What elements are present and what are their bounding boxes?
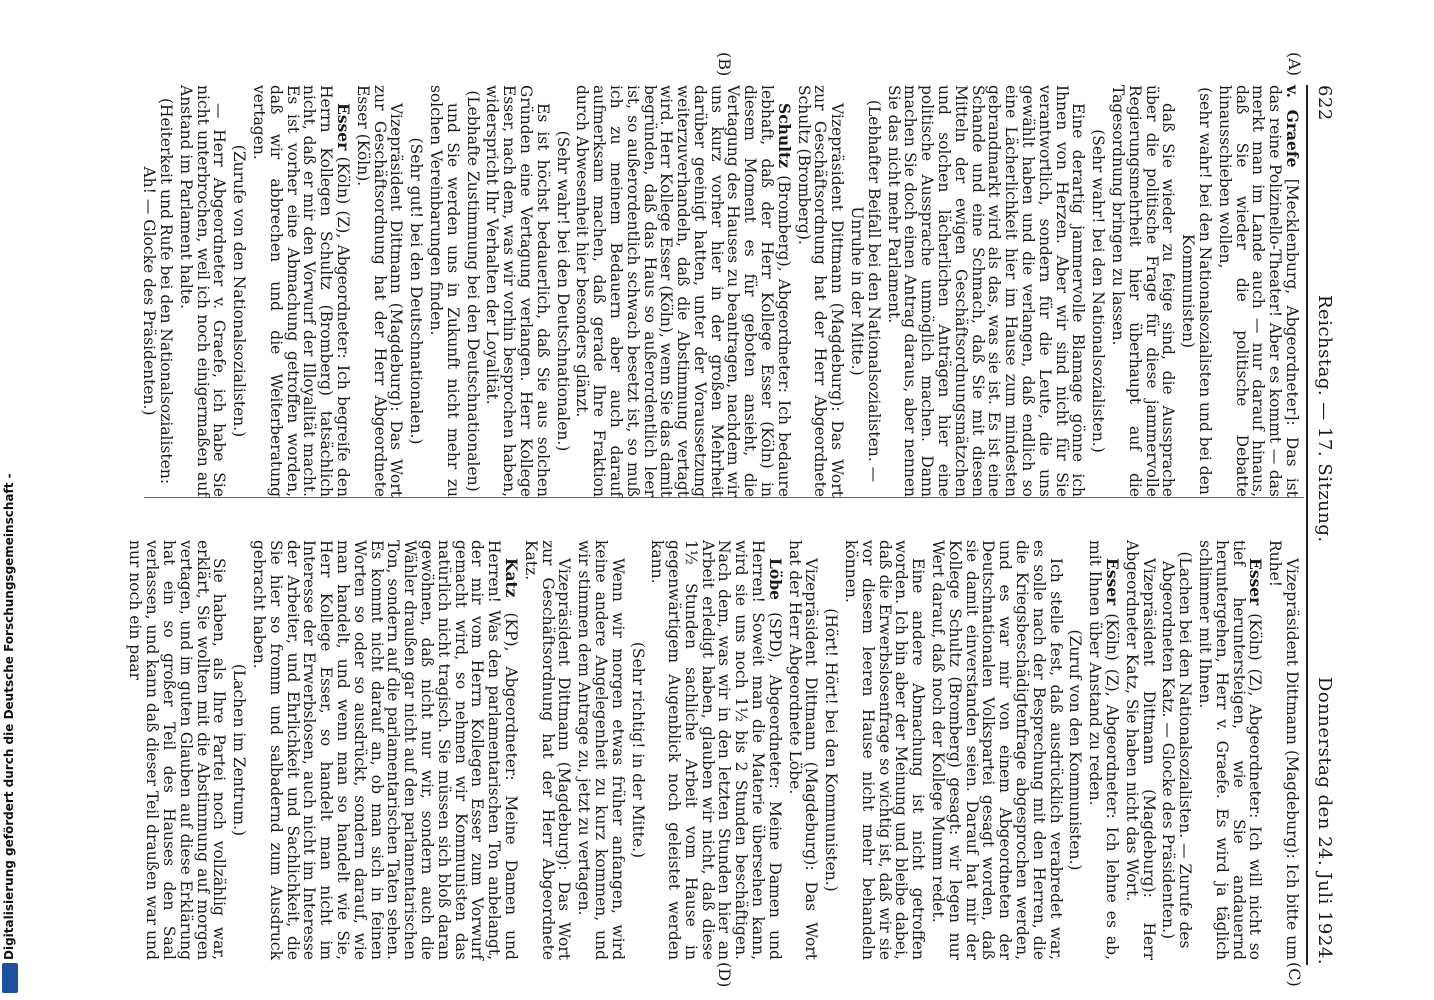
paragraph-text: (sehr wahr! bei den Nationalsozialisten und bei den Kommunisten): [1179, 87, 1215, 495]
paragraph-text: Es ist höchst bedauerlich, daß Sie aus solchen Gründen eine Vertagung verlangen. Herr Kollege Esser, nach dem, was wir vorhin besprochen haben, widerspricht Ihr Verhalten der Loyalität.: [483, 85, 552, 497]
paragraph-text: (Lebhafte Zustimmung bei den Deutschnationalen): [463, 90, 482, 492]
paragraph-text: Eine derartig jammervolle Blamage gönne ich Ihnen von Herzen. Aber wir sind nicht für Sie verantwortlich, sondern für die Leute, die uns gewählt haben und die verlangen, daß endlich so eine Lächerlichkeit hier im Hause zum mindesten gebrandmarkt wird als das, was sie ist. Es ist eine Schande und eine Schmach, daß Sie mit diesen Mitteln der ewigen Geschäftsordnungsmätzchen und solchen lächerlichen Anträgen hier eine politische Aussprache unmöglich machen. Dann machen Sie doch einen Antrag daraus, aber nennen Sie das nicht mehr Parlament.: [884, 85, 1088, 497]
paragraph-text: (Zurufe von den Nationalsozialisten.): [230, 144, 249, 438]
paragraph: [848, 85, 882, 497]
paragraph-text: (Köln) (Z), Abgeordneter: Ich will nicht so tief heruntersteigen, wie Sie andauernd heruntergehen, Herr v. Graefe. Es wird ja täglich schlimmer mit Ihnen.: [1196, 540, 1265, 960]
paragraph-text: (Bromberg), Abgeordneter: Ich bedaure lebhaft, daß der Herr Kollege Esser (Köln) in diesem Moment es für geboten ansieht, die Vertagung des Hauses zu beantragen, nachdem wir uns kurz vorher hier in der großen Mehrheit darüber geeinigt hatten, unter der Voraussetzung weiterzuverhandeln, daß die Abstimmung vertagt wird. Herr Kollege Esser (Köln), wenn Sie das damit begründen, daß das Haus so außerordentlich leer ist, so außerordentlich schwach besetzt ist, so muß ich zu meinem Bedauern aber auch darauf aufmerksam machen, daß gerade Ihre Fraktion durch Abwesenheit hier besonders glänzt.: [573, 85, 793, 497]
paragraph: [929, 540, 1063, 960]
paragraph: [1089, 85, 1106, 497]
speaker-name: Esser: [333, 103, 353, 151]
paragraph-text: (Sehr gut! bei den Deutschnationalen.): [407, 137, 426, 445]
speaker-name: Löbe: [765, 558, 785, 600]
paragraph: [649, 540, 783, 960]
paragraph: [822, 540, 839, 960]
page-number: 622: [1314, 85, 1335, 121]
speaker-name: v. Graefe: [1283, 85, 1302, 168]
paragraph-text: (SPD), Abgeordneter: Meine Damen und Herren! Soweit man die Materie übersehen kann, wird sie uns noch 1½ bis 2 Stunden beschäftigen. Nach dem, was wir in den letzten Stunden hier an Arbeit erledigt haben, glauben wir nicht, daß diese 1½ Stunden sachliche Arbeit vom Hause in gegenwärtigem Augenblick noch geleistet werden kann.: [648, 540, 784, 960]
page-header: [1309, 85, 1339, 965]
paragraph-text: (Heiterkeit und Rufe bei den Nationalsozialisten: Ah! — Glocke des Präsidenten.): [140, 97, 175, 485]
paragraph-text: Vizepräsident Dittmann (Magdeburg): Das Wort zur Geschäftsordnung hat der Herr Abgeordnete Schultz (Bromberg).: [794, 85, 847, 497]
paragraph-text: (Sehr wahr! bei den Deutschnationalen.): [553, 130, 572, 452]
margin-mark-c: (C): [1285, 962, 1304, 987]
speaker-name: Schultz: [774, 103, 794, 169]
paragraph: [407, 85, 424, 497]
paragraph: [484, 85, 551, 497]
paragraph-text: (Lachen bei den Nationalsozialisten. — Zurufe des Abgeordneten Katz. — Glocke des Präsidenten.): [1159, 551, 1195, 949]
paragraph: [629, 540, 646, 960]
margin-mark-d: (D): [715, 962, 734, 988]
right-column: [126, 540, 1301, 960]
paragraph-text: Ich stelle fest, daß ausdrücklich verabredet war, es solle nach der Besprechung mit den Herren, die die Kriegsbeschädigtenfrage abgesprochen werden, und es war mir von einem Abgeordneten der Deutschnationalen Volkspartei gesagt worden, daß sie damit einverstanden seien. Darauf hat mir der Kollege Schultz (Bromberg) gesagt: wir legen nur Wert darauf, daß noch der Kollege Mumm redet.: [929, 540, 1065, 960]
column-divider: [144, 497, 1304, 498]
paragraph: [1123, 540, 1157, 960]
margin-mark-b: (B): [715, 52, 734, 77]
header-date: Donnerstag den 24. Juli 1924.: [1314, 676, 1335, 965]
paragraph-text: Vizepräsident Dittmann (Magdeburg): Herr Abgeordneter Katz, Sie haben nicht das Wort.: [1122, 540, 1158, 960]
paragraph: [1266, 540, 1300, 960]
paragraph-text: (Zuruf von den Kommunisten.): [1066, 629, 1085, 871]
paragraph: [1196, 540, 1266, 960]
paragraph: [230, 540, 247, 960]
paragraph-text: und Sie werden uns in Zukunft nicht mehr zu solchen Vereinbarungen finden.: [426, 85, 462, 497]
paragraph: [140, 85, 174, 497]
paragraph: [127, 540, 228, 960]
paragraph: [842, 540, 926, 960]
paragraph-text: [Mecklenburg, Abgeordneter]: Das ist das reine Polizinello-Theater! Aber es kommt — das merkt man im Lande auch — nur darauf hinaus, daß Sie wieder die politische Debatte hinausschieben wollen,: [1215, 85, 1301, 497]
paragraph: [885, 85, 1087, 497]
paragraph-text: (Sehr richtig! in der Mitte.): [628, 641, 647, 859]
paragraph: [575, 540, 625, 960]
paragraph: [230, 85, 247, 497]
paragraph-text: Sie haben, als Ihre Partei noch vollzählig war, erklärt, Sie wollten mit die Abstimmung auf morgen vertagen, und im guten Glauben auf diese Erklärung hat ein so großer Teil des Hauses den Saal verlassen, und kann daß dieser Teil draußen war und nur noch ein paar: [126, 540, 229, 960]
paragraph-text: Wenn wir morgen etwas früher anfangen, wird keine andere Angelegenheit zu kurz kommen, und wir stimmen dem Antrage zu, jetzt zu vertagen.: [575, 540, 627, 960]
paragraph-text: (Köln) (Z), Abgeordneter: Ich lehne es ab, mit Ihnen über Anstand zu reden.: [1086, 540, 1122, 960]
paragraph: [1160, 540, 1194, 960]
credit-text: Digitalisierung gefördert durch die Deutsche Forschungsgemeinschaft -: [2, 473, 16, 960]
dfg-logo: [2, 963, 18, 993]
speaker-name: Katz: [501, 558, 521, 598]
paragraph: [554, 85, 571, 497]
paragraph: [1086, 540, 1123, 960]
paragraph: [250, 85, 351, 497]
header-session: Reichstag. — 17. Sitzung.: [1314, 295, 1335, 543]
paragraph-text: daß Sie wieder zu feige sind, die Aussprache über die politische Frage für diese jammervolle Regierungsmehrheit hier überhaupt auf die Tagesordnung bringen zu lassen.: [1109, 85, 1178, 497]
paragraph: [464, 85, 481, 497]
paragraph-text: (Hört! Hört! bei den Kommunisten.): [822, 608, 841, 892]
paragraph-text: (Köln) (Z), Abgeordneter: Ich begreife den Herrn Kollegen Schultz (Bromberg) tatsächlich nicht, daß er mir den Vorwurf der Illoyalität macht. Es ist vorher eine Abmachung getroffen worden, daß wir abbrechen und die Weiterberatung vertagen.: [249, 85, 352, 497]
paragraph: [522, 540, 572, 960]
paragraph: [250, 540, 519, 960]
paragraph: [427, 85, 461, 497]
speaker-name: Esser: [1103, 558, 1123, 606]
paragraph-text: Eine andere Abmachung ist nicht getroffen worden. Ich bin aber der Meinung und bleibe dabei, daß die Erwerbslosenfrage so wichtig ist, daß wir sie vor diesem leeren Hause nicht mehr behandeln können.: [842, 540, 928, 960]
paragraph: [354, 85, 404, 497]
header-rule: [1306, 85, 1308, 965]
speaker-name: Esser: [1246, 558, 1266, 606]
paragraph-text: Vizepräsident Dittmann (Magdeburg): Das Wort hat der Herr Abgeordnete Löbe.: [785, 540, 821, 960]
paragraph-text: Vizepräsident Dittmann (Magdeburg): Das Wort zur Geschäftsordnung hat der Herr Abgeordnete Esser (Köln).: [353, 85, 406, 497]
paragraph-text: (Lebhafter Beifall bei den Nationalsozialisten. — Unruhe in der Mitte.): [848, 99, 883, 483]
paragraph-text: (KP), Abgeordneter: Meine Damen und Herren! Was den parlamentarischen Ton anbelangt, der mir vom Herrn Kollegen Esser zum Vorwurf gemacht wird, so nehmen wir Kommunisten das natürlich nicht tragisch. Sie müssen sich bloß daran gewöhnen, daß nicht nur wir, sondern auch die Wähler draußen gar nicht auf den parlamentarischen Ton, sondern auf die parlamentarischen Taten sehen. Es kommt nicht darauf an, ob man sich in feinen Worten so oder so ausdrückt, sondern darauf, wie man handelt, und wenn man so handelt wie Sie, Herr Kollege Esser, so handelt man nicht im Interesse der Erwerbslosen, auch nicht im Interesse der Arbeiter, und Ehrlichkeit und Sachlichkeit, die Sie hier so fromm und salbadernd zum Ausdruck gebracht haben.: [249, 540, 520, 960]
paragraph-text: (Lachen im Zentrum.): [230, 663, 249, 837]
paragraph: [574, 85, 792, 497]
paragraph: [1216, 85, 1300, 497]
paragraph: [177, 85, 227, 497]
paragraph-text: Vizepräsident Dittmann (Magdeburg): Ich bitte um Ruhe!: [1266, 540, 1301, 960]
margin-mark-a: (A): [1285, 52, 1304, 77]
paragraph: [1109, 85, 1176, 497]
digitization-credit: [0, 0, 20, 1000]
paragraph: [1067, 540, 1084, 960]
paragraph-text: (Sehr wahr! bei den Nationalsozialisten.): [1089, 129, 1108, 453]
paragraph: [795, 85, 845, 497]
paragraph-text: — Herr Abgeordneter v. Graefe, ich habe Sie nicht unterbrochen, weil ich noch einigermaßen auf Anstand im Parlament halte.: [176, 85, 229, 497]
paragraph: [786, 540, 820, 960]
left-column: [140, 85, 1300, 497]
paragraph: [1179, 85, 1213, 497]
paragraph-text: Vizepräsident Dittmann (Magdeburg): Das Wort zur Geschäftsordnung hat der Herr Abgeordnete Katz.: [521, 540, 574, 960]
